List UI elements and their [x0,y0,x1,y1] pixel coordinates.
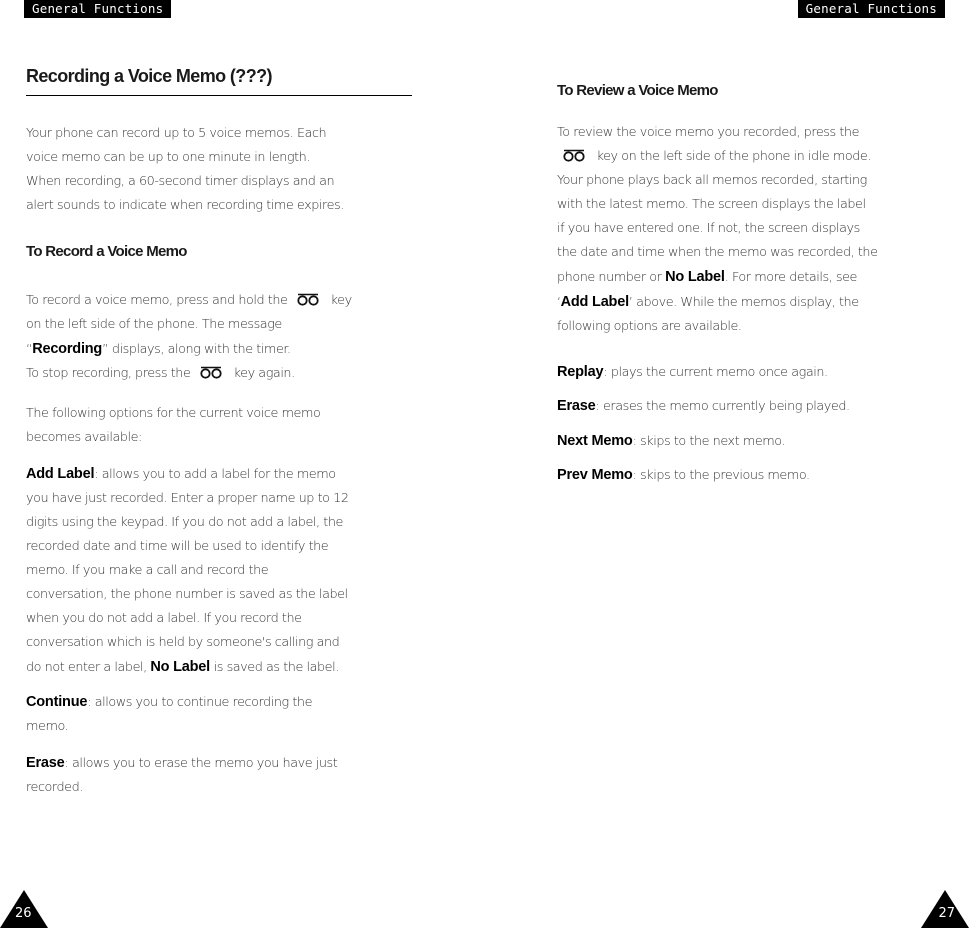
erase-desc: : erases the memo currently being played. [595,399,850,414]
intro-line: When recording, a 60-second timer displays and an [26,174,335,189]
record-line: ” displays, along with the timer. [102,342,291,357]
continue-text: memo. [26,719,69,734]
options-intro-line: becomes available: [26,430,142,445]
prev-memo-option [557,463,810,488]
review-line: the date and time when the memo was recorded, the [557,245,878,260]
replay-desc: : plays the current memo once again. [603,365,828,380]
add-label-line: conversation, the phone number is saved as the label [26,587,348,602]
open-quote: “ [26,342,33,357]
add-label-line: digits using the keypad. If you do not add a label, the [26,515,343,530]
intro-paragraph [26,122,344,218]
header-tab-left: General Functions [24,0,171,18]
erase-paragraph [26,751,337,800]
intro-line: voice memo can be up to one minute in length. [26,150,310,165]
record-line: To stop recording, press the [26,366,191,381]
add-label-line: memo. If you make a call and record the [26,563,269,578]
record-subheading: To Record a Voice Memo [26,243,187,260]
review-line: . For more details, see [724,270,857,285]
add-label-line: is saved as the label. [213,660,339,675]
add-label-line: do not enter a label, [26,660,147,675]
replay-option [557,360,828,385]
options-intro-line: The following options for the current voice memo [26,406,321,421]
erase-term: Erase [26,755,65,771]
options-intro [26,402,320,450]
intro-line: Your phone can record up to 5 voice memos. Each [26,126,327,141]
review-line: if you have entered one. If not, the screen displays [557,221,860,236]
page-number-left: 26 [15,906,32,921]
next-memo-option [557,429,785,454]
add-label-line: recorded date and time will be used to identify the [26,539,329,554]
record-line: To record a voice memo, press and hold the [26,293,288,308]
add-label-line: conversation which is held by someone's calling and [26,635,340,650]
add-label-line: when you do not add a label. If you record the [26,611,302,626]
add-label-term: Add Label [560,294,629,310]
record-line: key again. [233,366,295,381]
review-paragraph [557,121,878,339]
intro-line: alert sounds to indicate when recording time expires. [26,198,344,213]
erase-term: Erase [557,398,596,414]
prev-memo-desc: : skips to the previous memo. [632,468,810,483]
page-number-right: 27 [938,906,955,921]
review-subheading: To Review a Voice Memo [557,82,718,99]
review-line: with the latest memo. The screen displays the label [557,197,866,212]
review-line: phone number or [557,270,662,285]
continue-text: : allows you to continue recording the [87,695,312,710]
record-line: key [330,293,352,308]
erase-text: : allows you to erase the memo you have just [64,756,338,771]
add-label-paragraph [26,462,349,680]
page-title: Recording a Voice Memo (???) [26,66,412,96]
recording-term: Recording [32,341,103,357]
open-quote: ‘ [557,295,561,310]
no-label-term: No Label [665,269,725,285]
prev-memo-term: Prev Memo [557,467,633,483]
next-memo-term: Next Memo [557,433,633,449]
review-line: key on the left side of the phone in idle mode. [596,149,871,164]
continue-paragraph [26,690,312,739]
voice-memo-key-icon [295,293,321,306]
review-line: following options are available. [557,319,742,334]
review-line: To review the voice memo you recorded, press the [557,125,860,140]
voice-memo-key-icon [561,149,587,162]
add-label-line: you have just recorded. Enter a proper name up to 12 [26,491,349,506]
no-label-term: No Label [150,659,210,675]
add-label-text: : allows you to add a label for the memo [94,467,336,482]
voice-memo-key-icon [198,366,224,379]
add-label-term: Add Label [26,466,95,482]
review-line: Your phone plays back all memos recorded, starting [557,173,867,188]
continue-term: Continue [26,694,88,710]
erase-option [557,394,850,419]
review-line: ’ above. While the memos display, the [628,295,859,310]
next-memo-desc: : skips to the next memo. [632,434,786,449]
header-tab-right: General Functions [798,0,945,18]
erase-text: recorded. [26,780,83,795]
replay-term: Replay [557,364,604,380]
record-paragraph [26,289,352,386]
record-line: on the left side of the phone. The message [26,317,282,332]
